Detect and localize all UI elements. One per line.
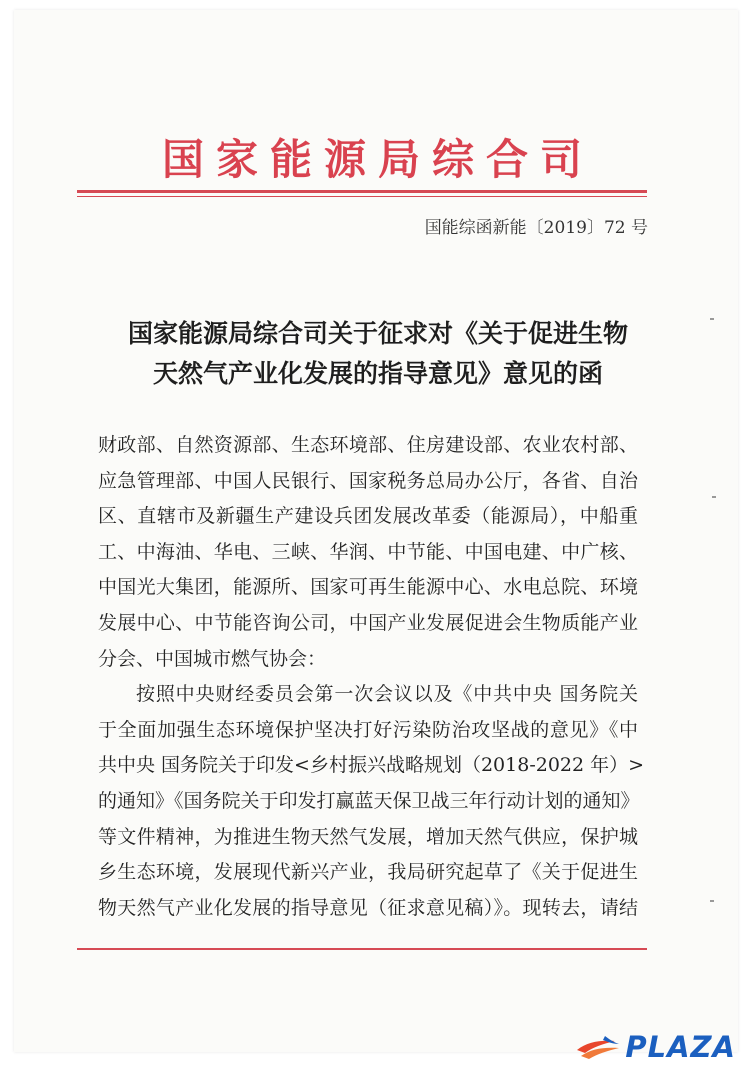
recipients-line: 分会、中国城市燃气协会：	[98, 647, 327, 670]
recipients-line: 发展中心、中节能咨询公司，中国产业发展促进会生物质能产业	[98, 611, 638, 634]
paragraph-line: 共中央 国务院关于印发<乡村振兴战略规划（2018-2022 年）>	[98, 754, 645, 777]
watermark-logo	[575, 1029, 736, 1065]
footer-rule	[77, 948, 647, 950]
recipients-block	[98, 428, 638, 677]
recipients-line: 财政部、自然资源部、生态环境部、住房建设部、农业农村部、	[98, 434, 638, 456]
paragraph-line: 的通知》《国务院关于印发打赢蓝天保卫战三年行动计划的通知》	[98, 789, 640, 812]
paragraph-line: 乡生态环境，发展现代新兴产业，我局研究起草了《关于促进生	[98, 861, 638, 884]
masthead-rule-thin	[77, 196, 647, 197]
paragraph-line: 按照中央财经委员会第一次会议以及《中共中央 国务院关	[136, 683, 638, 706]
document-title	[70, 314, 686, 394]
recipients-line: 区、直辖市及新疆生产建设兵团发展改革委（能源局），中船重	[98, 505, 638, 528]
paragraph-line: 等文件精神，为推进生物天然气发展，增加天然气供应，保护城	[98, 825, 638, 848]
recipients-line: 工、中海油、华电、三峡、华润、中节能、中国电建、中广核、	[98, 540, 638, 563]
scan-speck	[710, 900, 714, 902]
issuer-masthead: 国家能源局综合司	[161, 135, 594, 184]
body-paragraph	[98, 677, 645, 926]
scan-speck	[710, 318, 714, 320]
title-line: 天然气产业化发展的指导意见》意见的函	[152, 359, 603, 388]
document-number: 国能综函新能〔2019〕72 号	[424, 218, 648, 238]
recipients-line: 应急管理部、中国人民银行、国家税务总局办公厅，各省、自治	[98, 469, 638, 492]
watermark-text: PLAZA	[625, 1030, 736, 1064]
recipients-line: 中国光大集团，能源所、国家可再生能源中心、水电总院、环境	[98, 576, 638, 599]
title-line: 国家能源局综合司关于征求对《关于促进生物	[127, 319, 628, 348]
scan-speck	[712, 496, 716, 498]
paragraph-line: 于全面加强生态环境保护坚决打好污染防治攻坚战的意见》《中	[98, 718, 638, 741]
document-body	[98, 428, 645, 926]
masthead-rule-thick	[77, 190, 647, 193]
paragraph-line: 物天然气产业化发展的指导意见（征求意见稿）》。现转去，请结	[98, 896, 638, 919]
flame-swoosh-icon	[575, 1032, 621, 1062]
